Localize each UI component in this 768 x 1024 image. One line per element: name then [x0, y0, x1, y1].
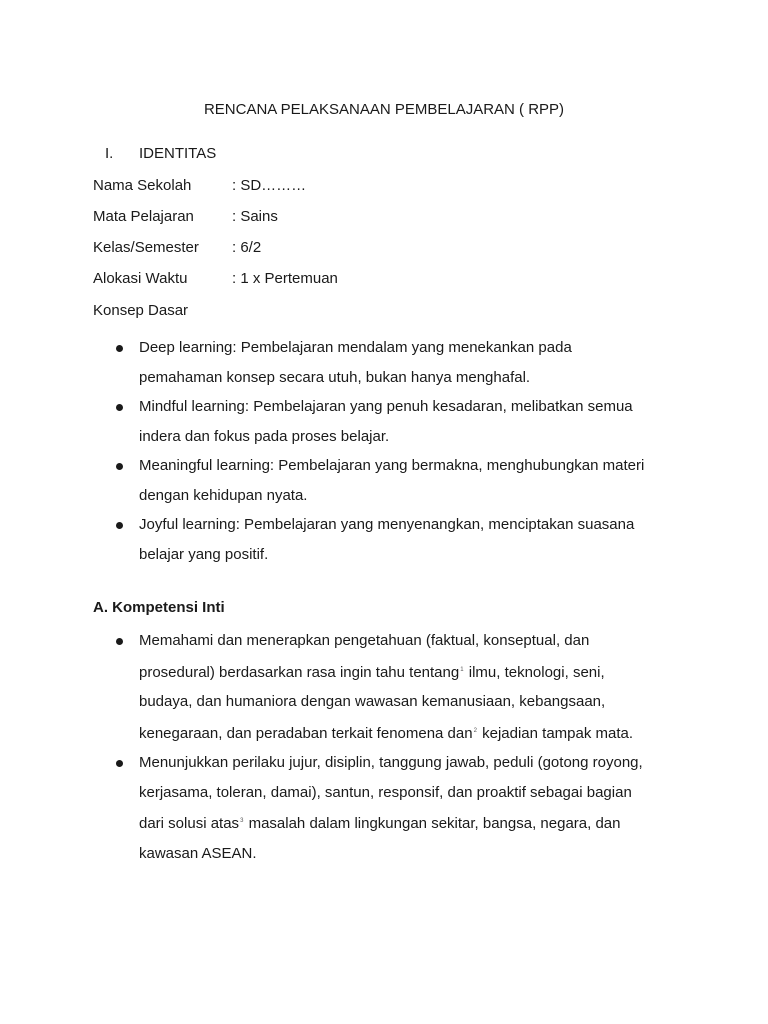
list-item: Joyful learning: Pembelajaran yang menyenangkan, menciptakan suasana belajar yang positif.: [0, 510, 768, 569]
section-number: I.: [105, 145, 114, 162]
identity-value: : 6/2: [232, 239, 262, 256]
bullet-icon: [116, 638, 123, 645]
list-item: Deep learning: Pembelajaran mendalam yang menekankan pada pemahaman konsep secara utuh, bukan hanya menghafal.: [0, 333, 768, 392]
bullet-icon: [116, 522, 123, 529]
konsep-dasar-label: Konsep Dasar: [93, 302, 189, 319]
identity-label: Nama Sekolah: [93, 177, 192, 194]
bullet-icon: [116, 345, 123, 352]
identity-value: : 1 x Pertemuan: [232, 270, 338, 287]
list-item: Mindful learning: Pembelajaran yang penuh kesadaran, melibatkan semua indera dan fokus pada proses belajar.: [0, 392, 768, 451]
identity-row-subject: [93, 208, 278, 226]
list-item: Memahami dan menerapkan pengetahuan (faktual, konseptual, dan prosedural) berdasarkan rasa ingin tahu tentang$^1$ ilmu, teknologi, seni, budaya, dan humaniora dengan wawasan kemanusiaan, kebangsaan, kenegaraan, dan peradaban terkait fenomena dan$^2$ kejadian tampak mata.: [0, 626, 768, 748]
konsep-list: [0, 333, 768, 569]
section-title: IDENTITAS: [139, 145, 217, 162]
footnote-marker: 3: [240, 818, 244, 824]
kompetensi-list: [0, 626, 768, 868]
kompetensi-inti-heading: A. Kompetensi Inti: [93, 599, 225, 616]
footnote-marker: 1: [460, 666, 464, 673]
identity-row-school: [93, 177, 306, 195]
bullet-icon: [116, 760, 123, 767]
identity-row-class: [93, 239, 261, 257]
identity-row-time: [93, 270, 338, 288]
section-heading-identitas: [105, 145, 216, 163]
list-item: Menunjukkan perilaku jujur, disiplin, tanggung jawab, peduli (gotong royong, kerjasama, toleran, damai), santun, responsif, dan proaktif sebagai bagian dari solusi atas$^3$ masalah dalam lingkungan sekitar, bangsa, negara, dan kawasan ASEAN.: [0, 748, 768, 868]
document-title: RENCANA PELAKSANAAN PEMBELAJARAN ( RPP): [203, 101, 565, 118]
list-item: Meaningful learning: Pembelajaran yang bermakna, menghubungkan materi dengan kehidupan nyata.: [0, 451, 768, 510]
identity-value: : SD………: [232, 177, 307, 194]
bullet-icon: [116, 463, 123, 470]
identity-label: Alokasi Waktu: [93, 270, 188, 287]
identity-label: Mata Pelajaran: [93, 208, 194, 225]
bullet-icon: [116, 404, 123, 411]
identity-label: Kelas/Semester: [93, 239, 199, 256]
identity-value: : Sains: [232, 208, 278, 225]
footnote-marker: 2: [473, 727, 477, 734]
